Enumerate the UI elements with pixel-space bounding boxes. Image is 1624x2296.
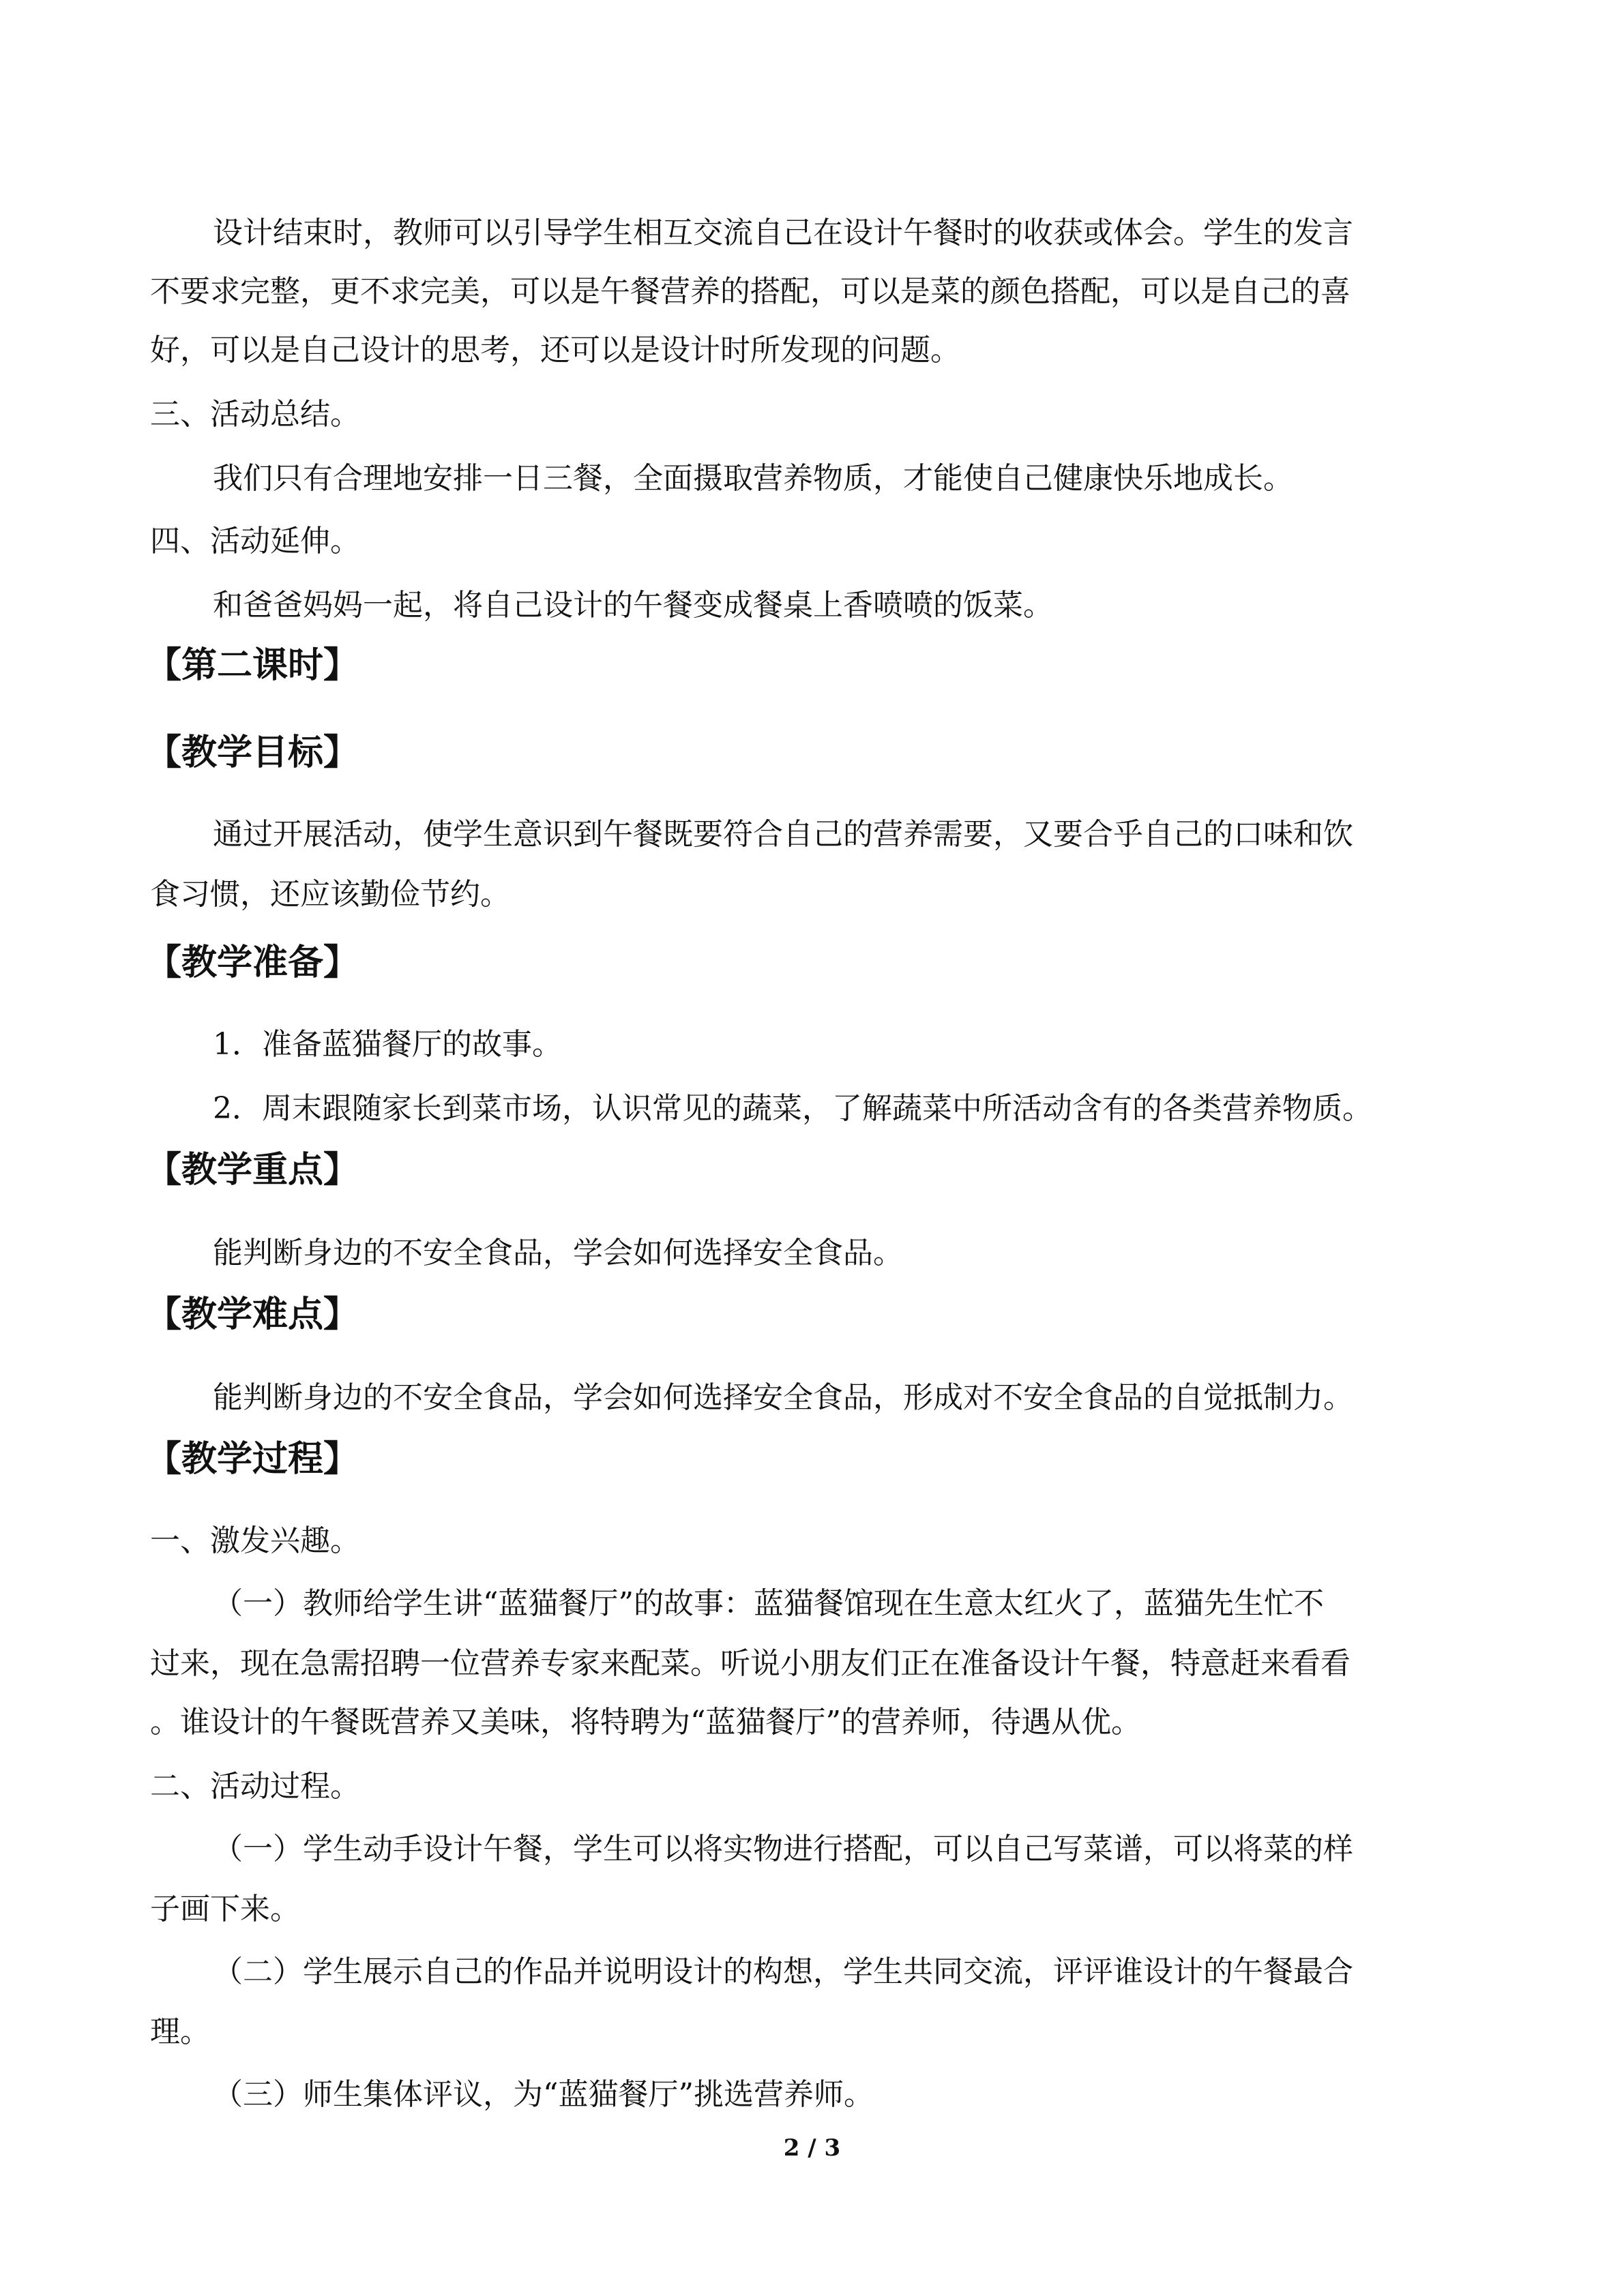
heading-teaching-process: 【教学过程】	[146, 1438, 359, 1480]
paragraph-line: （一）教师给学生讲“蓝猫餐厅”的故事：蓝猫餐馆现在生意太红火了，蓝猫先生忙不	[213, 1586, 1324, 1621]
section-title: 四、活动延伸。	[150, 524, 360, 558]
paragraph-line: （三）师生集体评议，为“蓝猫餐厅”挑选营养师。	[213, 2077, 874, 2112]
heading-teaching-goal: 【教学目标】	[146, 732, 359, 773]
paragraph-line: （一）学生动手设计午餐，学生可以将实物进行搭配，可以自己写菜谱，可以将菜的样	[213, 1832, 1353, 1866]
section-title: 一、激发兴趣。	[150, 1523, 360, 1558]
heading-lesson-two: 【第二课时】	[146, 644, 359, 686]
paragraph-line: （二）学生展示自己的作品并说明设计的构想，学生共同交流，评评谁设计的午餐最合	[213, 1954, 1353, 1989]
heading-teaching-prep: 【教学准备】	[146, 942, 359, 983]
paragraph-line: 设计结束时，教师可以引导学生相互交流自己在设计午餐时的收获或体会。学生的发言	[213, 215, 1353, 250]
paragraph-line: 好，可以是自己设计的思考，还可以是设计时所发现的问题。	[150, 333, 960, 368]
paragraph-line: 。谁设计的午餐既营养又美味，将特聘为“蓝猫餐厅”的营养师，待遇从优。	[150, 1705, 1141, 1740]
paragraph-line: 过来，现在急需招聘一位营养专家来配菜。听说小朋友们正在准备设计午餐，特意赶来看看	[150, 1646, 1350, 1681]
paragraph-line: 能判断身边的不安全食品，学会如何选择安全食品。	[213, 1236, 903, 1270]
paragraph-line: 和爸爸妈妈一起，将自己设计的午餐变成餐桌上香喷喷的饭菜。	[213, 588, 1053, 623]
section-title: 三、活动总结。	[150, 397, 360, 432]
paragraph-line: 不要求完整，更不求完美，可以是午餐营养的搭配，可以是菜的颜色搭配，可以是自己的喜	[150, 274, 1350, 309]
paragraph-line: 我们只有合理地安排一日三餐，全面摄取营养物质，才能使自己健康快乐地成长。	[213, 461, 1293, 496]
paragraph-line: 能判断身边的不安全食品，学会如何选择安全食品，形成对不安全食品的自觉抵制力。	[213, 1380, 1353, 1415]
paragraph-line: 通过开展活动，使学生意识到午餐既要符合自己的营养需要，又要合乎自己的口味和饮	[213, 817, 1353, 852]
heading-teaching-key: 【教学重点】	[146, 1149, 359, 1191]
section-title: 二、活动过程。	[150, 1769, 360, 1804]
heading-teaching-difficulty: 【教学难点】	[146, 1294, 359, 1335]
paragraph-line: 理。	[150, 2014, 210, 2049]
paragraph-line: 子画下来。	[150, 1892, 300, 1926]
list-item: 2．周末跟随家长到菜市场，认识常见的蔬菜，了解蔬菜中所活动含有的各类营养物质。	[213, 1091, 1372, 1126]
list-item: 1．准备蓝猫餐厅的故事。	[213, 1027, 562, 1062]
paragraph-line: 食习惯，还应该勤俭节约。	[150, 877, 510, 912]
page-number: 2 / 3	[783, 2134, 841, 2162]
